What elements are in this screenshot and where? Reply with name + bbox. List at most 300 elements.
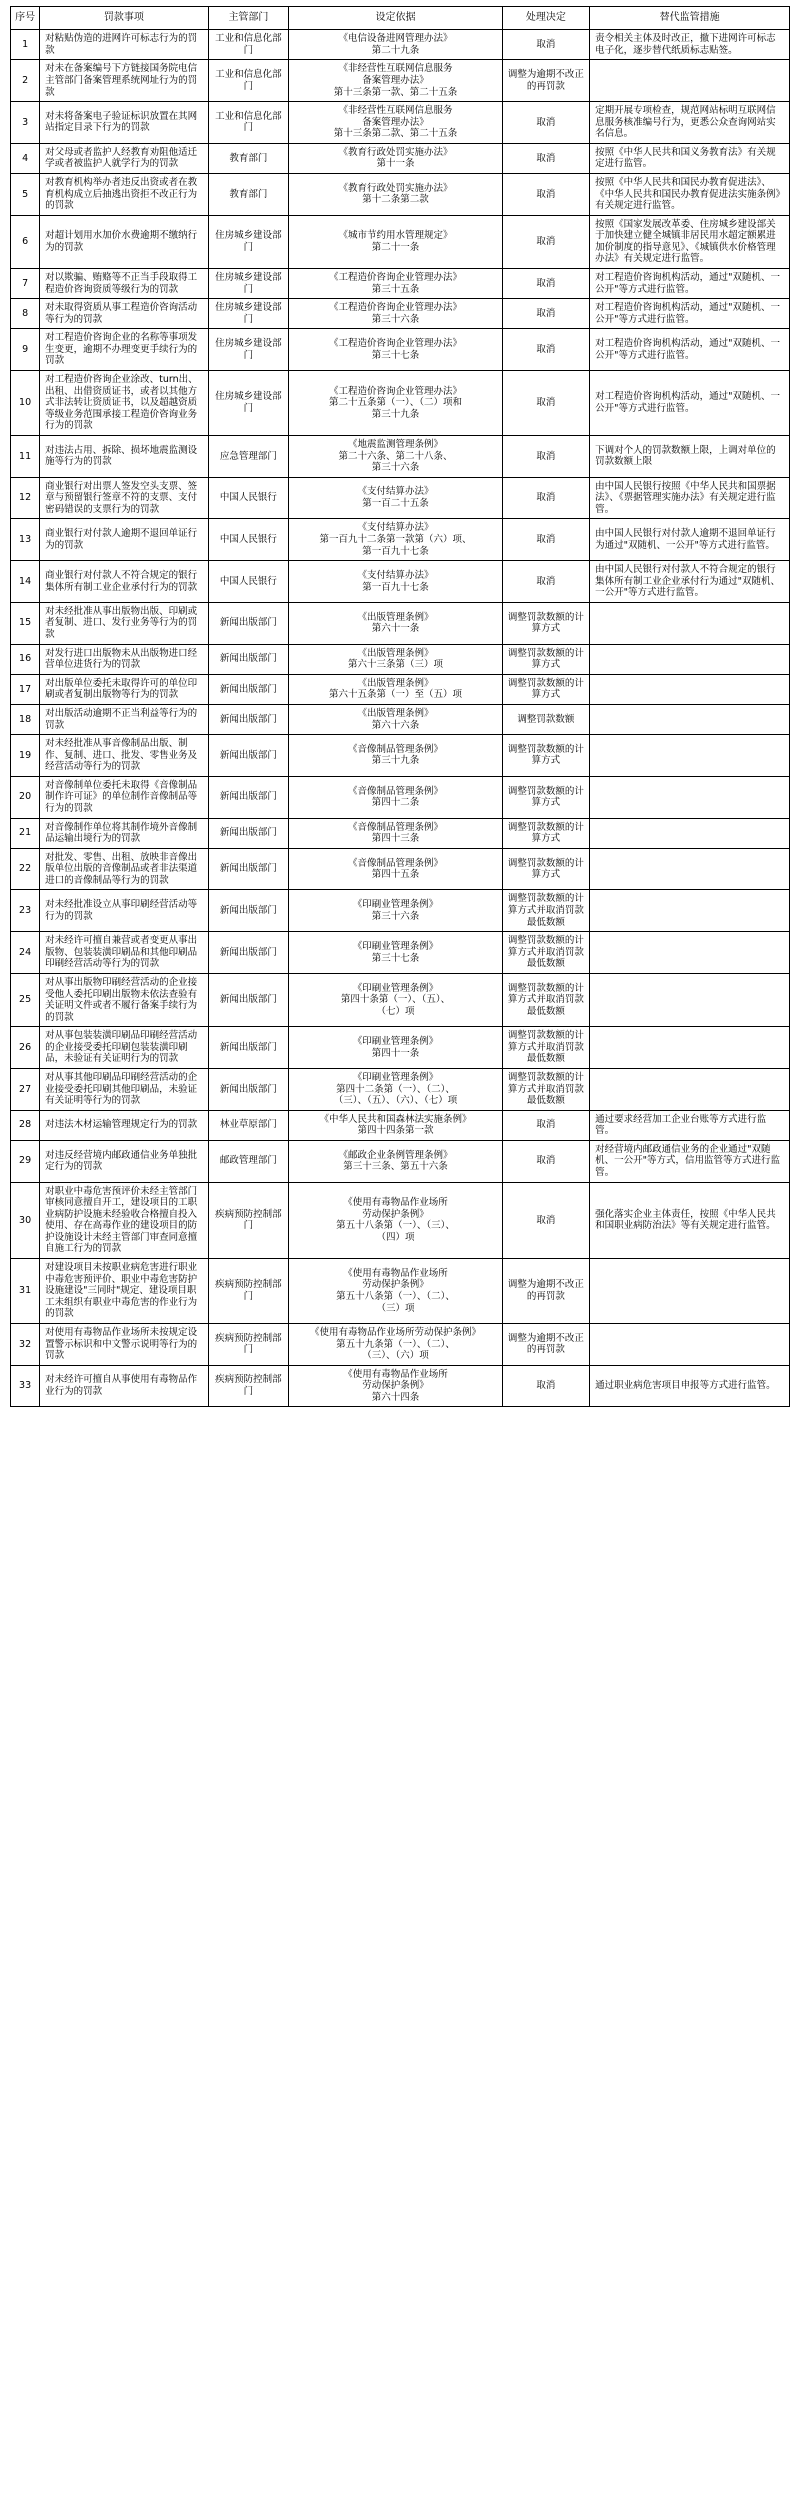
legal-basis bbox=[289, 735, 502, 777]
row-index: 9 bbox=[11, 329, 40, 371]
handling-decision: 调整罚款数额的计算方式并取消罚款最低数额 bbox=[502, 1068, 590, 1110]
row-index: 26 bbox=[11, 1027, 40, 1069]
penalty-matter: 商业银行对付款人不符合规定的银行集体所有制工业企业承付行为的罚款 bbox=[40, 561, 208, 603]
handling-decision: 取消 bbox=[502, 477, 590, 519]
legal-basis-line: 《工程造价咨询企业管理办法》 bbox=[328, 385, 462, 397]
alternative-measure: 责令相关主体及时改正，撤下进网许可标志电子化，逐步替代纸质标志贴签。 bbox=[590, 30, 790, 60]
row-index: 24 bbox=[11, 932, 40, 974]
table-body bbox=[11, 30, 790, 1407]
legal-basis-line: 第四十条第（一）、（五）、 bbox=[340, 994, 451, 1006]
handling-decision: 取消 bbox=[502, 371, 590, 436]
penalty-matter: 对未经批准从事出版物出版、印刷或者复制、进口、发行业务等行为的罚款 bbox=[40, 602, 208, 644]
handling-decision: 调整罚款数额的计算方式 bbox=[502, 776, 590, 818]
penalty-matter: 对从事出版物印刷经营活动的企业接受他人委托印刷出版物未依法查验有关证明文件或者不履行备案手续行为的罚款 bbox=[40, 973, 208, 1026]
legal-basis bbox=[289, 30, 502, 60]
legal-basis-line: 第五十九条第（一）、（二）、 bbox=[336, 1338, 455, 1350]
alternative-measure: 由中国人民银行对付款人不符合规定的银行集体所有制工业企业承付行为通过"双随机、一公开"等方式进行监管。 bbox=[590, 561, 790, 603]
legal-basis-line: 第四十二条 bbox=[371, 797, 420, 809]
table-row bbox=[11, 1365, 790, 1407]
row-index: 32 bbox=[11, 1323, 40, 1365]
penalty-matter: 对超计划用水加价水费逾期不缴纳行为的罚款 bbox=[40, 215, 208, 268]
handling-decision: 调整罚款数额的计算方式并取消罚款最低数额 bbox=[502, 890, 590, 932]
legal-basis-line: 第三十九条 bbox=[371, 755, 420, 767]
table-header-row bbox=[11, 7, 790, 30]
legal-basis-line: 第一百九十七条 bbox=[362, 581, 429, 593]
penalty-matter: 对未经批准设立从事印刷经营活动等行为的罚款 bbox=[40, 890, 208, 932]
row-index: 20 bbox=[11, 776, 40, 818]
legal-basis-line: 第五十八条第（一）、（三）、 bbox=[336, 1220, 455, 1232]
table-row bbox=[11, 1182, 790, 1258]
handling-decision: 调整为逾期不改正的再罚款 bbox=[502, 60, 590, 102]
table-row bbox=[11, 371, 790, 436]
legal-basis-line: 《印刷业管理条例》 bbox=[352, 940, 439, 952]
legal-basis-line: 第二十一条 bbox=[371, 241, 420, 253]
column-header-decision: 处理决定 bbox=[502, 7, 590, 30]
alternative-measure: 按照《中华人民共和国义务教育法》有关规定进行监管。 bbox=[590, 143, 790, 173]
alternative-measure bbox=[590, 776, 790, 818]
legal-basis bbox=[289, 674, 502, 704]
legal-basis-line: 第四十四条第一款 bbox=[357, 1125, 434, 1137]
penalty-matter: 对教育机构举办者违反出资或者在教育机构成立后抽逃出资拒不改正行为的罚款 bbox=[40, 173, 208, 215]
alternative-measure bbox=[590, 1323, 790, 1365]
legal-basis bbox=[289, 102, 502, 144]
legal-basis bbox=[289, 173, 502, 215]
legal-basis bbox=[289, 435, 502, 477]
row-index: 27 bbox=[11, 1068, 40, 1110]
legal-basis-line: （三）、（六）项 bbox=[362, 1350, 429, 1362]
alternative-measure bbox=[590, 60, 790, 102]
handling-decision: 调整罚款数额的计算方式并取消罚款最低数额 bbox=[502, 973, 590, 1026]
table-row bbox=[11, 602, 790, 644]
table-row bbox=[11, 519, 790, 561]
legal-basis-line: 《出版管理条例》 bbox=[357, 677, 434, 689]
alternative-measure bbox=[590, 674, 790, 704]
table-row bbox=[11, 269, 790, 299]
legal-basis-line: 第三十九条 bbox=[371, 408, 420, 420]
legal-basis-line: （三）项 bbox=[376, 1302, 415, 1314]
row-index: 23 bbox=[11, 890, 40, 932]
legal-basis-line: 《城市节约用水管理规定》 bbox=[338, 230, 453, 242]
legal-basis-line: 第六十三条第（三）项 bbox=[347, 659, 443, 671]
legal-basis bbox=[289, 776, 502, 818]
penalty-matter: 对工程造价咨询企业的名称等事项发生变更，逾期不办理变更手续行为的罚款 bbox=[40, 329, 208, 371]
legal-basis bbox=[289, 519, 502, 561]
penalty-matter: 对父母或者监护人经教育劝阻他适迁学或者被监护人就学行为的罚款 bbox=[40, 143, 208, 173]
handling-decision: 调整罚款数额的计算方式 bbox=[502, 818, 590, 848]
responsible-department: 新闻出版部门 bbox=[208, 735, 289, 777]
row-index: 18 bbox=[11, 704, 40, 734]
row-index: 29 bbox=[11, 1140, 40, 1182]
legal-basis-line: 《出版管理条例》 bbox=[357, 611, 434, 623]
legal-basis bbox=[289, 371, 502, 436]
responsible-department: 应急管理部门 bbox=[208, 435, 289, 477]
responsible-department: 疾病预防控制部门 bbox=[208, 1182, 289, 1258]
responsible-department: 新闻出版部门 bbox=[208, 704, 289, 734]
legal-basis-line: 劳动保护条例》 bbox=[362, 1208, 429, 1220]
row-index: 28 bbox=[11, 1110, 40, 1140]
legal-basis-line: 《工程造价咨询企业管理办法》 bbox=[328, 302, 462, 314]
alternative-measure: 对工程造价咨询机构活动，通过"双随机、一公开"等方式进行监管。 bbox=[590, 329, 790, 371]
row-index: 5 bbox=[11, 173, 40, 215]
responsible-department: 住房城乡建设部门 bbox=[208, 299, 289, 329]
alternative-measure: 由中国人民银行按照《中华人民共和国票据法》、《票据管理实施办法》有关规定进行监管。 bbox=[590, 477, 790, 519]
legal-basis bbox=[289, 1259, 502, 1324]
legal-basis-line: 《印刷业管理条例》 bbox=[352, 1071, 439, 1083]
handling-decision: 取消 bbox=[502, 1182, 590, 1258]
handling-decision: 取消 bbox=[502, 143, 590, 173]
handling-decision: 调整罚款数额的计算方式并取消罚款最低数额 bbox=[502, 932, 590, 974]
responsible-department: 住房城乡建设部门 bbox=[208, 269, 289, 299]
legal-basis bbox=[289, 704, 502, 734]
handling-decision: 取消 bbox=[502, 1140, 590, 1182]
penalty-matter: 对从事其他印刷品印刷经营活动的企业接受委托印刷其他印刷品，未验证有关证明等行为的罚款 bbox=[40, 1068, 208, 1110]
penalty-matter: 对未经批准从事音像制品出版、制作、复制、进口、批发、零售业务及经营活动等行为的罚款 bbox=[40, 735, 208, 777]
legal-basis-line: 第六十四条 bbox=[371, 1391, 420, 1403]
legal-basis-line: 第三十三条、第五十六条 bbox=[343, 1161, 448, 1173]
column-header-basis: 设定依据 bbox=[289, 7, 502, 30]
legal-basis-line: 《支付结算办法》 bbox=[357, 486, 434, 498]
handling-decision: 取消 bbox=[502, 173, 590, 215]
legal-basis bbox=[289, 1027, 502, 1069]
row-index: 15 bbox=[11, 602, 40, 644]
legal-basis-line: 《非经营性互联网信息服务 bbox=[338, 105, 453, 117]
legal-basis-line: 第六十六条 bbox=[371, 719, 420, 731]
legal-basis-line: 《印刷业管理条例》 bbox=[352, 899, 439, 911]
legal-basis bbox=[289, 932, 502, 974]
legal-basis-line: 《地震监测管理条例》 bbox=[347, 438, 443, 450]
row-index: 19 bbox=[11, 735, 40, 777]
table-row bbox=[11, 30, 790, 60]
row-index: 33 bbox=[11, 1365, 40, 1407]
penalty-matter: 对未将备案电子验证标识放置在其网站指定目录下行为的罚款 bbox=[40, 102, 208, 144]
legal-basis bbox=[289, 973, 502, 1026]
penalty-matter: 对未取得资质从事工程造价咨询活动等行为的罚款 bbox=[40, 299, 208, 329]
responsible-department: 中国人民银行 bbox=[208, 519, 289, 561]
column-header-matter: 罚款事项 bbox=[40, 7, 208, 30]
legal-basis-line: 备案管理办法》 bbox=[362, 74, 429, 86]
alternative-measure bbox=[590, 1068, 790, 1110]
legal-basis bbox=[289, 60, 502, 102]
alternative-measure bbox=[590, 848, 790, 890]
legal-basis-line: 《印刷业管理条例》 bbox=[352, 1036, 439, 1048]
penalty-matter: 对使用有毒物品作业场所未按规定设置警示标识和中文警示说明等行为的罚款 bbox=[40, 1323, 208, 1365]
alternative-measure: 按照《国家发展改革委、住房城乡建设部关于加快建立健全城镇非居民用水超定额累进加价制度的指导意见》、《城镇供水价格管理办法》有关规定进行监管。 bbox=[590, 215, 790, 268]
alternative-measure bbox=[590, 890, 790, 932]
legal-basis-line: 《中华人民共和国森林法实施条例》 bbox=[319, 1113, 472, 1125]
legal-basis-line: 《出版管理条例》 bbox=[357, 647, 434, 659]
penalty-matter: 对未经许可擅自从事使用有毒物品作业行为的罚款 bbox=[40, 1365, 208, 1407]
alternative-measure: 通过职业病危害项目申报等方式进行监管。 bbox=[590, 1365, 790, 1407]
table-row bbox=[11, 890, 790, 932]
responsible-department: 工业和信息化部门 bbox=[208, 102, 289, 144]
legal-basis-line: 第十三条第一款、第二十五条 bbox=[333, 86, 458, 98]
handling-decision: 取消 bbox=[502, 519, 590, 561]
alternative-measure: 对工程造价咨询机构活动，通过"双随机、一公开"等方式进行监管。 bbox=[590, 299, 790, 329]
legal-basis-line: 第十一条 bbox=[376, 158, 415, 170]
penalty-matter: 商业银行对出票人签发空头支票、签章与预留银行签章不符的支票、支付密码错误的支票行为的罚款 bbox=[40, 477, 208, 519]
legal-basis bbox=[289, 644, 502, 674]
legal-basis-line: 第一百九十七条 bbox=[362, 545, 429, 557]
row-index: 4 bbox=[11, 143, 40, 173]
table-row bbox=[11, 477, 790, 519]
legal-basis-line: 第一百二十五条 bbox=[362, 498, 429, 510]
alternative-measure bbox=[590, 1027, 790, 1069]
handling-decision: 调整罚款数额 bbox=[502, 704, 590, 734]
alternative-measure: 由中国人民银行对付款人逾期不退回单证行为通过"双随机、一公开"等方式进行监管。 bbox=[590, 519, 790, 561]
row-index: 2 bbox=[11, 60, 40, 102]
legal-basis bbox=[289, 818, 502, 848]
handling-decision: 调整为逾期不改正的再罚款 bbox=[502, 1259, 590, 1324]
row-index: 30 bbox=[11, 1182, 40, 1258]
penalty-matter: 对发行进口出版物未从出版物进口经营单位进货行为的罚款 bbox=[40, 644, 208, 674]
legal-basis-line: 《使用有毒物品作业场所劳动保护条例》 bbox=[309, 1326, 481, 1338]
responsible-department: 疾病预防控制部门 bbox=[208, 1365, 289, 1407]
legal-basis-line: 第六十一条 bbox=[371, 623, 420, 635]
penalty-matter: 对违反经营境内邮政通信业务单独批定行为的罚款 bbox=[40, 1140, 208, 1182]
legal-basis-line: 《音像制品管理条例》 bbox=[347, 743, 443, 755]
table-row bbox=[11, 818, 790, 848]
responsible-department: 疾病预防控制部门 bbox=[208, 1323, 289, 1365]
handling-decision: 取消 bbox=[502, 30, 590, 60]
alternative-measure: 对经营境内邮政通信业务的企业通过"双随机、一公开"等方式，信用监管等方式进行监管。 bbox=[590, 1140, 790, 1182]
handling-decision: 调整为逾期不改正的再罚款 bbox=[502, 1323, 590, 1365]
table-row bbox=[11, 215, 790, 268]
handling-decision: 取消 bbox=[502, 329, 590, 371]
penalty-table bbox=[10, 6, 790, 1407]
penalty-matter: 对音像制单位委托未取得《音像制品制作许可证》的单位制作音像制品等行为的罚款 bbox=[40, 776, 208, 818]
row-index: 16 bbox=[11, 644, 40, 674]
legal-basis-line: 《使用有毒物品作业场所 bbox=[343, 1197, 448, 1209]
legal-basis-line: 《音像制品管理条例》 bbox=[347, 857, 443, 869]
legal-basis-line: 《工程造价咨询企业管理办法》 bbox=[328, 272, 462, 284]
penalty-matter: 对粘贴伪造的进网许可标志行为的罚款 bbox=[40, 30, 208, 60]
alternative-measure bbox=[590, 602, 790, 644]
table-row bbox=[11, 735, 790, 777]
legal-basis-line: 第三十六条 bbox=[371, 462, 420, 474]
row-index: 3 bbox=[11, 102, 40, 144]
penalty-matter: 对音像制作单位将其制作境外音像制品运输出境行为的罚款 bbox=[40, 818, 208, 848]
legal-basis-line: 《工程造价咨询企业管理办法》 bbox=[328, 338, 462, 350]
legal-basis bbox=[289, 329, 502, 371]
legal-basis bbox=[289, 299, 502, 329]
row-index: 8 bbox=[11, 299, 40, 329]
responsible-department: 新闻出版部门 bbox=[208, 644, 289, 674]
legal-basis bbox=[289, 215, 502, 268]
handling-decision: 调整罚款数额的计算方式 bbox=[502, 602, 590, 644]
penalty-matter: 对未经许可擅自兼营或者变更从事出版物、包装装潢印刷品和其他印刷品印刷经营活动等行为的罚款 bbox=[40, 932, 208, 974]
legal-basis bbox=[289, 561, 502, 603]
legal-basis bbox=[289, 1140, 502, 1182]
legal-basis-line: 《教育行政处罚实施办法》 bbox=[338, 146, 453, 158]
responsible-department: 新闻出版部门 bbox=[208, 674, 289, 704]
legal-basis-line: 《支付结算办法》 bbox=[357, 522, 434, 534]
alternative-measure bbox=[590, 973, 790, 1026]
legal-basis-line: 第二十九条 bbox=[371, 44, 420, 56]
column-header-index: 序号 bbox=[11, 7, 40, 30]
row-index: 31 bbox=[11, 1259, 40, 1324]
responsible-department: 工业和信息化部门 bbox=[208, 60, 289, 102]
responsible-department: 邮政管理部门 bbox=[208, 1140, 289, 1182]
legal-basis-line: 第三十六条 bbox=[371, 313, 420, 325]
row-index: 11 bbox=[11, 435, 40, 477]
responsible-department: 中国人民银行 bbox=[208, 561, 289, 603]
alternative-measure: 按照《中华人民共和国民办教育促进法》、《中华人民共和国民办教育促进法实施条例》有关规定进行监管。 bbox=[590, 173, 790, 215]
responsible-department: 教育部门 bbox=[208, 143, 289, 173]
table-row bbox=[11, 848, 790, 890]
penalty-matter: 商业银行对付款人逾期不退回单证行为的罚款 bbox=[40, 519, 208, 561]
table-row bbox=[11, 561, 790, 603]
legal-basis-line: 备案管理办法》 bbox=[362, 116, 429, 128]
handling-decision: 取消 bbox=[502, 435, 590, 477]
penalty-matter: 对从事包装装潢印刷品印刷经营活动的企业接受委托印刷包装装潢印刷品，未验证有关证明行为的罚款 bbox=[40, 1027, 208, 1069]
alternative-measure bbox=[590, 818, 790, 848]
legal-basis-line: 第三十六条 bbox=[371, 910, 420, 922]
row-index: 21 bbox=[11, 818, 40, 848]
alternative-measure: 强化落实企业主体责任，按照《中华人民共和国职业病防治法》等有关规定进行监管。 bbox=[590, 1182, 790, 1258]
handling-decision: 取消 bbox=[502, 215, 590, 268]
legal-basis-line: 第二十五条第（一）、（二）项和 bbox=[328, 397, 462, 409]
legal-basis-line: 《电信设备进网管理办法》 bbox=[338, 33, 453, 45]
row-index: 13 bbox=[11, 519, 40, 561]
handling-decision: 调整罚款数额的计算方式 bbox=[502, 674, 590, 704]
responsible-department: 中国人民银行 bbox=[208, 477, 289, 519]
alternative-measure: 通过要求经营加工企业台账等方式进行监管。 bbox=[590, 1110, 790, 1140]
row-index: 6 bbox=[11, 215, 40, 268]
legal-basis-line: 《印刷业管理条例》 bbox=[352, 982, 439, 994]
legal-basis-line: 第四十二条第（一）、（二）、 bbox=[336, 1083, 455, 1095]
legal-basis-line: 《支付结算办法》 bbox=[357, 569, 434, 581]
table-row bbox=[11, 973, 790, 1026]
table-row bbox=[11, 932, 790, 974]
responsible-department: 新闻出版部门 bbox=[208, 890, 289, 932]
alternative-measure: 下调对个人的罚款数额上限，上调对单位的罚款数额上限 bbox=[590, 435, 790, 477]
table-row bbox=[11, 143, 790, 173]
row-index: 17 bbox=[11, 674, 40, 704]
legal-basis bbox=[289, 1068, 502, 1110]
row-index: 25 bbox=[11, 973, 40, 1026]
alternative-measure bbox=[590, 735, 790, 777]
legal-basis-line: 《非经营性互联网信息服务 bbox=[338, 63, 453, 75]
penalty-matter: 对违法占用、拆除、损坏地震监测设施等行为的罚款 bbox=[40, 435, 208, 477]
legal-basis-line: 《出版管理条例》 bbox=[357, 707, 434, 719]
legal-basis bbox=[289, 602, 502, 644]
row-index: 12 bbox=[11, 477, 40, 519]
row-index: 7 bbox=[11, 269, 40, 299]
legal-basis-line: 劳动保护条例》 bbox=[362, 1380, 429, 1392]
legal-basis-line: 劳动保护条例》 bbox=[362, 1279, 429, 1291]
penalty-matter: 对以欺骗、贿赂等不正当手段取得工程造价咨询资质等级行为的罚款 bbox=[40, 269, 208, 299]
legal-basis-line: 《使用有毒物品作业场所 bbox=[343, 1368, 448, 1380]
legal-basis bbox=[289, 1182, 502, 1258]
alternative-measure: 对工程造价咨询机构活动，通过"双随机、一公开"等方式进行监管。 bbox=[590, 269, 790, 299]
penalty-matter: 对批发、零售、出租、放映非音像出版单位出版的音像制品或者非法渠道进口的音像制品等行为的罚款 bbox=[40, 848, 208, 890]
legal-basis-line: 第一百九十二条第一款第（六）项、 bbox=[319, 534, 472, 545]
legal-basis-line: 第三十七条 bbox=[371, 952, 420, 964]
handling-decision: 调整罚款数额的计算方式 bbox=[502, 644, 590, 674]
legal-basis-line: 第十二条第二款 bbox=[362, 194, 429, 206]
table-row bbox=[11, 674, 790, 704]
responsible-department: 新闻出版部门 bbox=[208, 973, 289, 1026]
table-row bbox=[11, 329, 790, 371]
row-index: 1 bbox=[11, 30, 40, 60]
table-row bbox=[11, 60, 790, 102]
alternative-measure bbox=[590, 704, 790, 734]
table-row bbox=[11, 644, 790, 674]
legal-basis-line: 《邮政企业条例管理条例》 bbox=[338, 1149, 453, 1161]
legal-basis-line: 《音像制品管理条例》 bbox=[347, 785, 443, 797]
responsible-department: 疾病预防控制部门 bbox=[208, 1259, 289, 1324]
penalty-matter: 对出版活动逾期不正当利益等行为的罚款 bbox=[40, 704, 208, 734]
legal-basis-line: 第四十五条 bbox=[371, 869, 420, 881]
responsible-department: 教育部门 bbox=[208, 173, 289, 215]
handling-decision: 调整罚款数额的计算方式 bbox=[502, 848, 590, 890]
alternative-measure bbox=[590, 1259, 790, 1324]
handling-decision: 调整罚款数额的计算方式并取消罚款最低数额 bbox=[502, 1027, 590, 1069]
table-row bbox=[11, 1140, 790, 1182]
table-row bbox=[11, 173, 790, 215]
legal-basis-line: （四）项 bbox=[376, 1231, 415, 1243]
responsible-department: 新闻出版部门 bbox=[208, 818, 289, 848]
legal-basis-line: 《使用有毒物品作业场所 bbox=[343, 1267, 448, 1279]
legal-basis-line: 第六十五条第（一）至（五）项 bbox=[328, 689, 462, 701]
row-index: 14 bbox=[11, 561, 40, 603]
alternative-measure bbox=[590, 932, 790, 974]
penalty-matter: 对工程造价咨询企业涂改、turn出、出租、出借资质证书，或者以其他方式非法转让资质证书，以及超越资质等级业务范围承接工程造价咨询业务行为的罚款 bbox=[40, 371, 208, 436]
penalty-matter: 对违法木材运输管理规定行为的罚款 bbox=[40, 1110, 208, 1140]
table-row bbox=[11, 102, 790, 144]
legal-basis-line: 第四十三条 bbox=[371, 833, 420, 845]
responsible-department: 住房城乡建设部门 bbox=[208, 329, 289, 371]
row-index: 10 bbox=[11, 371, 40, 436]
legal-basis-line: 第三十七条 bbox=[371, 349, 420, 361]
table-row bbox=[11, 704, 790, 734]
table-row bbox=[11, 1027, 790, 1069]
alternative-measure: 定期开展专项检查，规范网站标明互联网信息服务核准编号行为，更悉公众查询网站实名信息。 bbox=[590, 102, 790, 144]
column-header-department: 主管部门 bbox=[208, 7, 289, 30]
legal-basis bbox=[289, 1110, 502, 1140]
row-index: 22 bbox=[11, 848, 40, 890]
table-row bbox=[11, 1068, 790, 1110]
legal-basis bbox=[289, 1365, 502, 1407]
handling-decision: 调整罚款数额的计算方式 bbox=[502, 735, 590, 777]
legal-basis-line: 第五十八条第（一）、（二）、 bbox=[336, 1291, 455, 1302]
alternative-measure: 对工程造价咨询机构活动，通过"双随机、一公开"等方式进行监管。 bbox=[590, 371, 790, 436]
responsible-department: 工业和信息化部门 bbox=[208, 30, 289, 60]
handling-decision: 取消 bbox=[502, 561, 590, 603]
table-row bbox=[11, 1259, 790, 1324]
penalty-matter: 对未在备案编号下方链接国务院电信主管部门备案管理系统网址行为的罚款 bbox=[40, 60, 208, 102]
responsible-department: 新闻出版部门 bbox=[208, 1068, 289, 1110]
handling-decision: 取消 bbox=[502, 1110, 590, 1140]
table-row bbox=[11, 435, 790, 477]
legal-basis-line: 第二十六条、第二十八条、 bbox=[338, 450, 453, 462]
responsible-department: 住房城乡建设部门 bbox=[208, 371, 289, 436]
legal-basis-line: 《教育行政处罚实施办法》 bbox=[338, 182, 453, 194]
handling-decision: 取消 bbox=[502, 1365, 590, 1407]
handling-decision: 取消 bbox=[502, 299, 590, 329]
table-row bbox=[11, 776, 790, 818]
responsible-department: 新闻出版部门 bbox=[208, 932, 289, 974]
legal-basis bbox=[289, 477, 502, 519]
legal-basis bbox=[289, 890, 502, 932]
legal-basis bbox=[289, 848, 502, 890]
legal-basis-line: （七）项 bbox=[376, 1005, 415, 1017]
responsible-department: 林业草原部门 bbox=[208, 1110, 289, 1140]
responsible-department: 新闻出版部门 bbox=[208, 602, 289, 644]
penalty-matter: 对建设项目未按职业病危害进行职业中毒危害预评价、职业中毒危害防护设施建设"三同时"规定、建设项目职工未组织有职业中毒危害的作业行为的罚款 bbox=[40, 1259, 208, 1324]
responsible-department: 新闻出版部门 bbox=[208, 848, 289, 890]
legal-basis-line: 第十三条第二款、第二十五条 bbox=[333, 128, 458, 140]
